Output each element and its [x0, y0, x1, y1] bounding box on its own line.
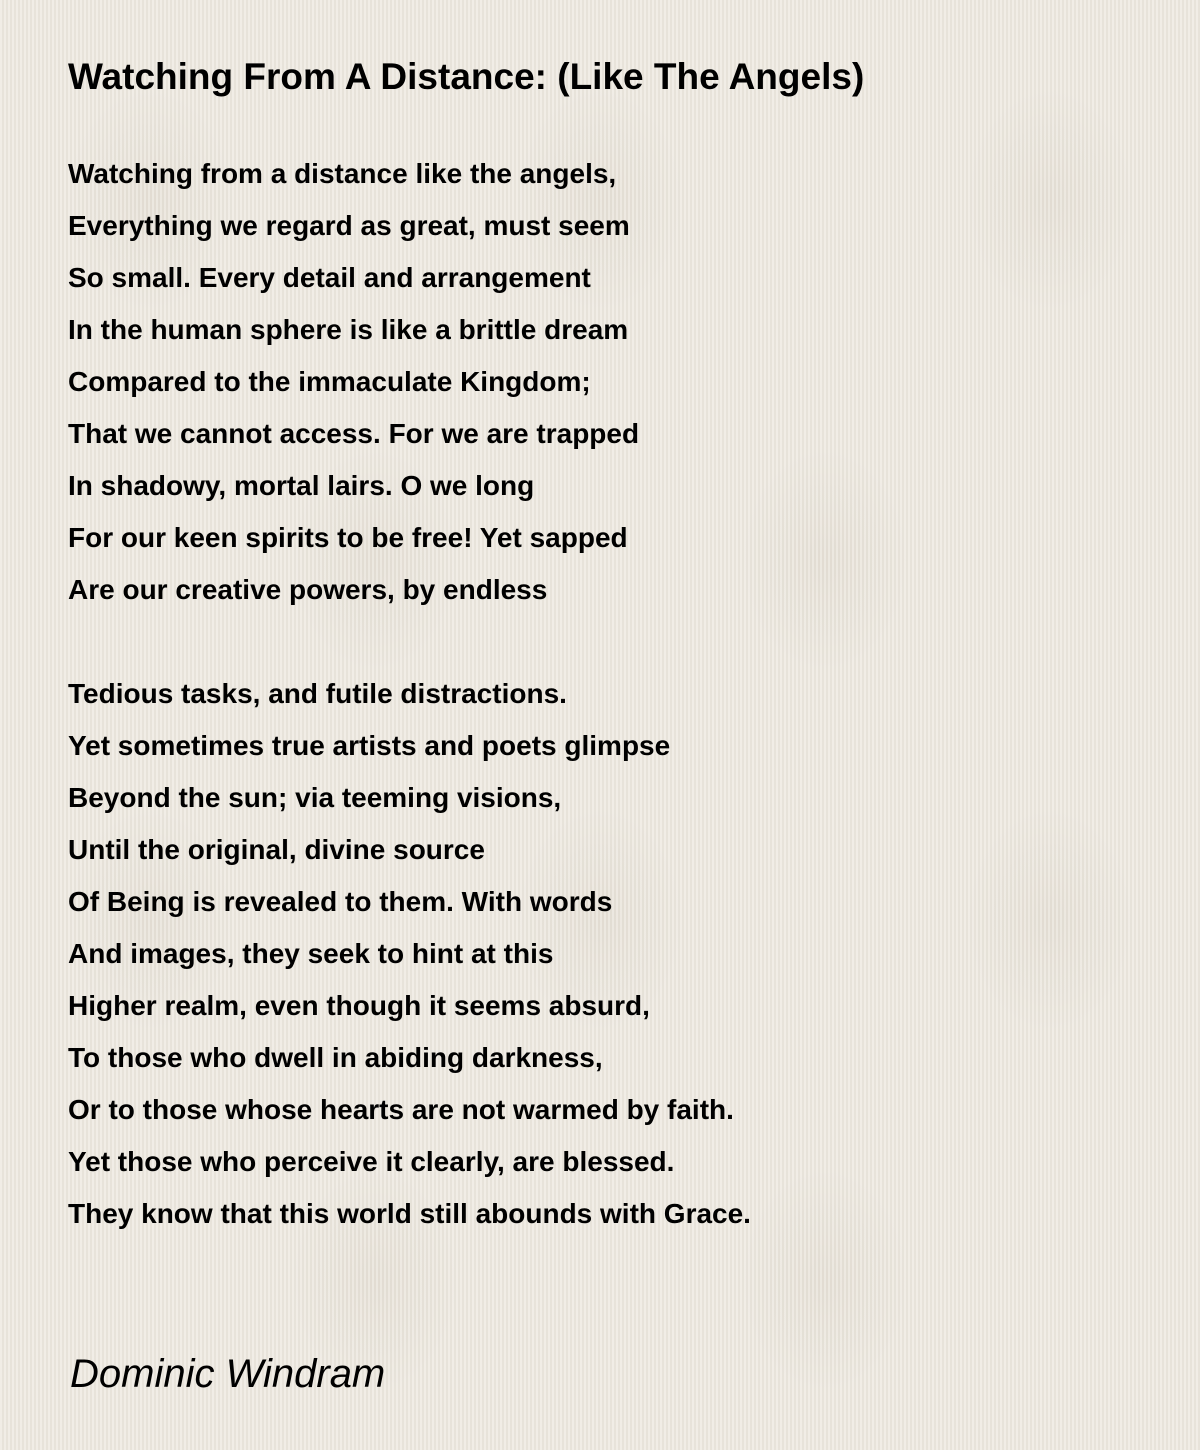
poem-line: Tedious tasks, and futile distractions. — [68, 678, 567, 709]
poem-line: Beyond the sun; via teeming visions, — [68, 782, 562, 813]
poem-line: In shadowy, mortal lairs. O we long — [68, 470, 535, 501]
poem-line: Compared to the immaculate Kingdom; — [68, 366, 591, 397]
poem-line: So small. Every detail and arrangement — [68, 262, 591, 293]
poem-line: Yet those who perceive it clearly, are blessed. — [68, 1146, 675, 1177]
poem-line: Or to those whose hearts are not warmed by faith. — [68, 1094, 734, 1125]
poem-line: Higher realm, even though it seems absurd, — [68, 990, 650, 1021]
poem-line: And images, they seek to hint at this — [68, 938, 554, 969]
poem-line: Watching from a distance like the angels, — [68, 158, 617, 189]
poem-line: That we cannot access. For we are trapped — [68, 418, 640, 449]
poem-author: Dominic Windram — [70, 1352, 386, 1396]
poem-line: In the human sphere is like a brittle dream — [68, 314, 629, 345]
poem-title: Watching From A Distance: (Like The Angels) — [68, 56, 865, 97]
poem-line: Are our creative powers, by endless — [68, 574, 548, 605]
stanza-2 — [68, 668, 1168, 1240]
poem-line: They know that this world still abounds with Grace. — [68, 1198, 751, 1229]
poem-line: Of Being is revealed to them. With words — [68, 886, 613, 917]
poem-line: For our keen spirits to be free! Yet sapped — [68, 522, 628, 553]
stanza-1 — [68, 148, 1168, 616]
poem-body — [68, 148, 1168, 1292]
poem-line: Until the original, divine source — [68, 834, 485, 865]
poem-line: Everything we regard as great, must seem — [68, 210, 630, 241]
poem-line: Yet sometimes true artists and poets glimpse — [68, 730, 671, 761]
poem-line: To those who dwell in abiding darkness, — [68, 1042, 603, 1073]
